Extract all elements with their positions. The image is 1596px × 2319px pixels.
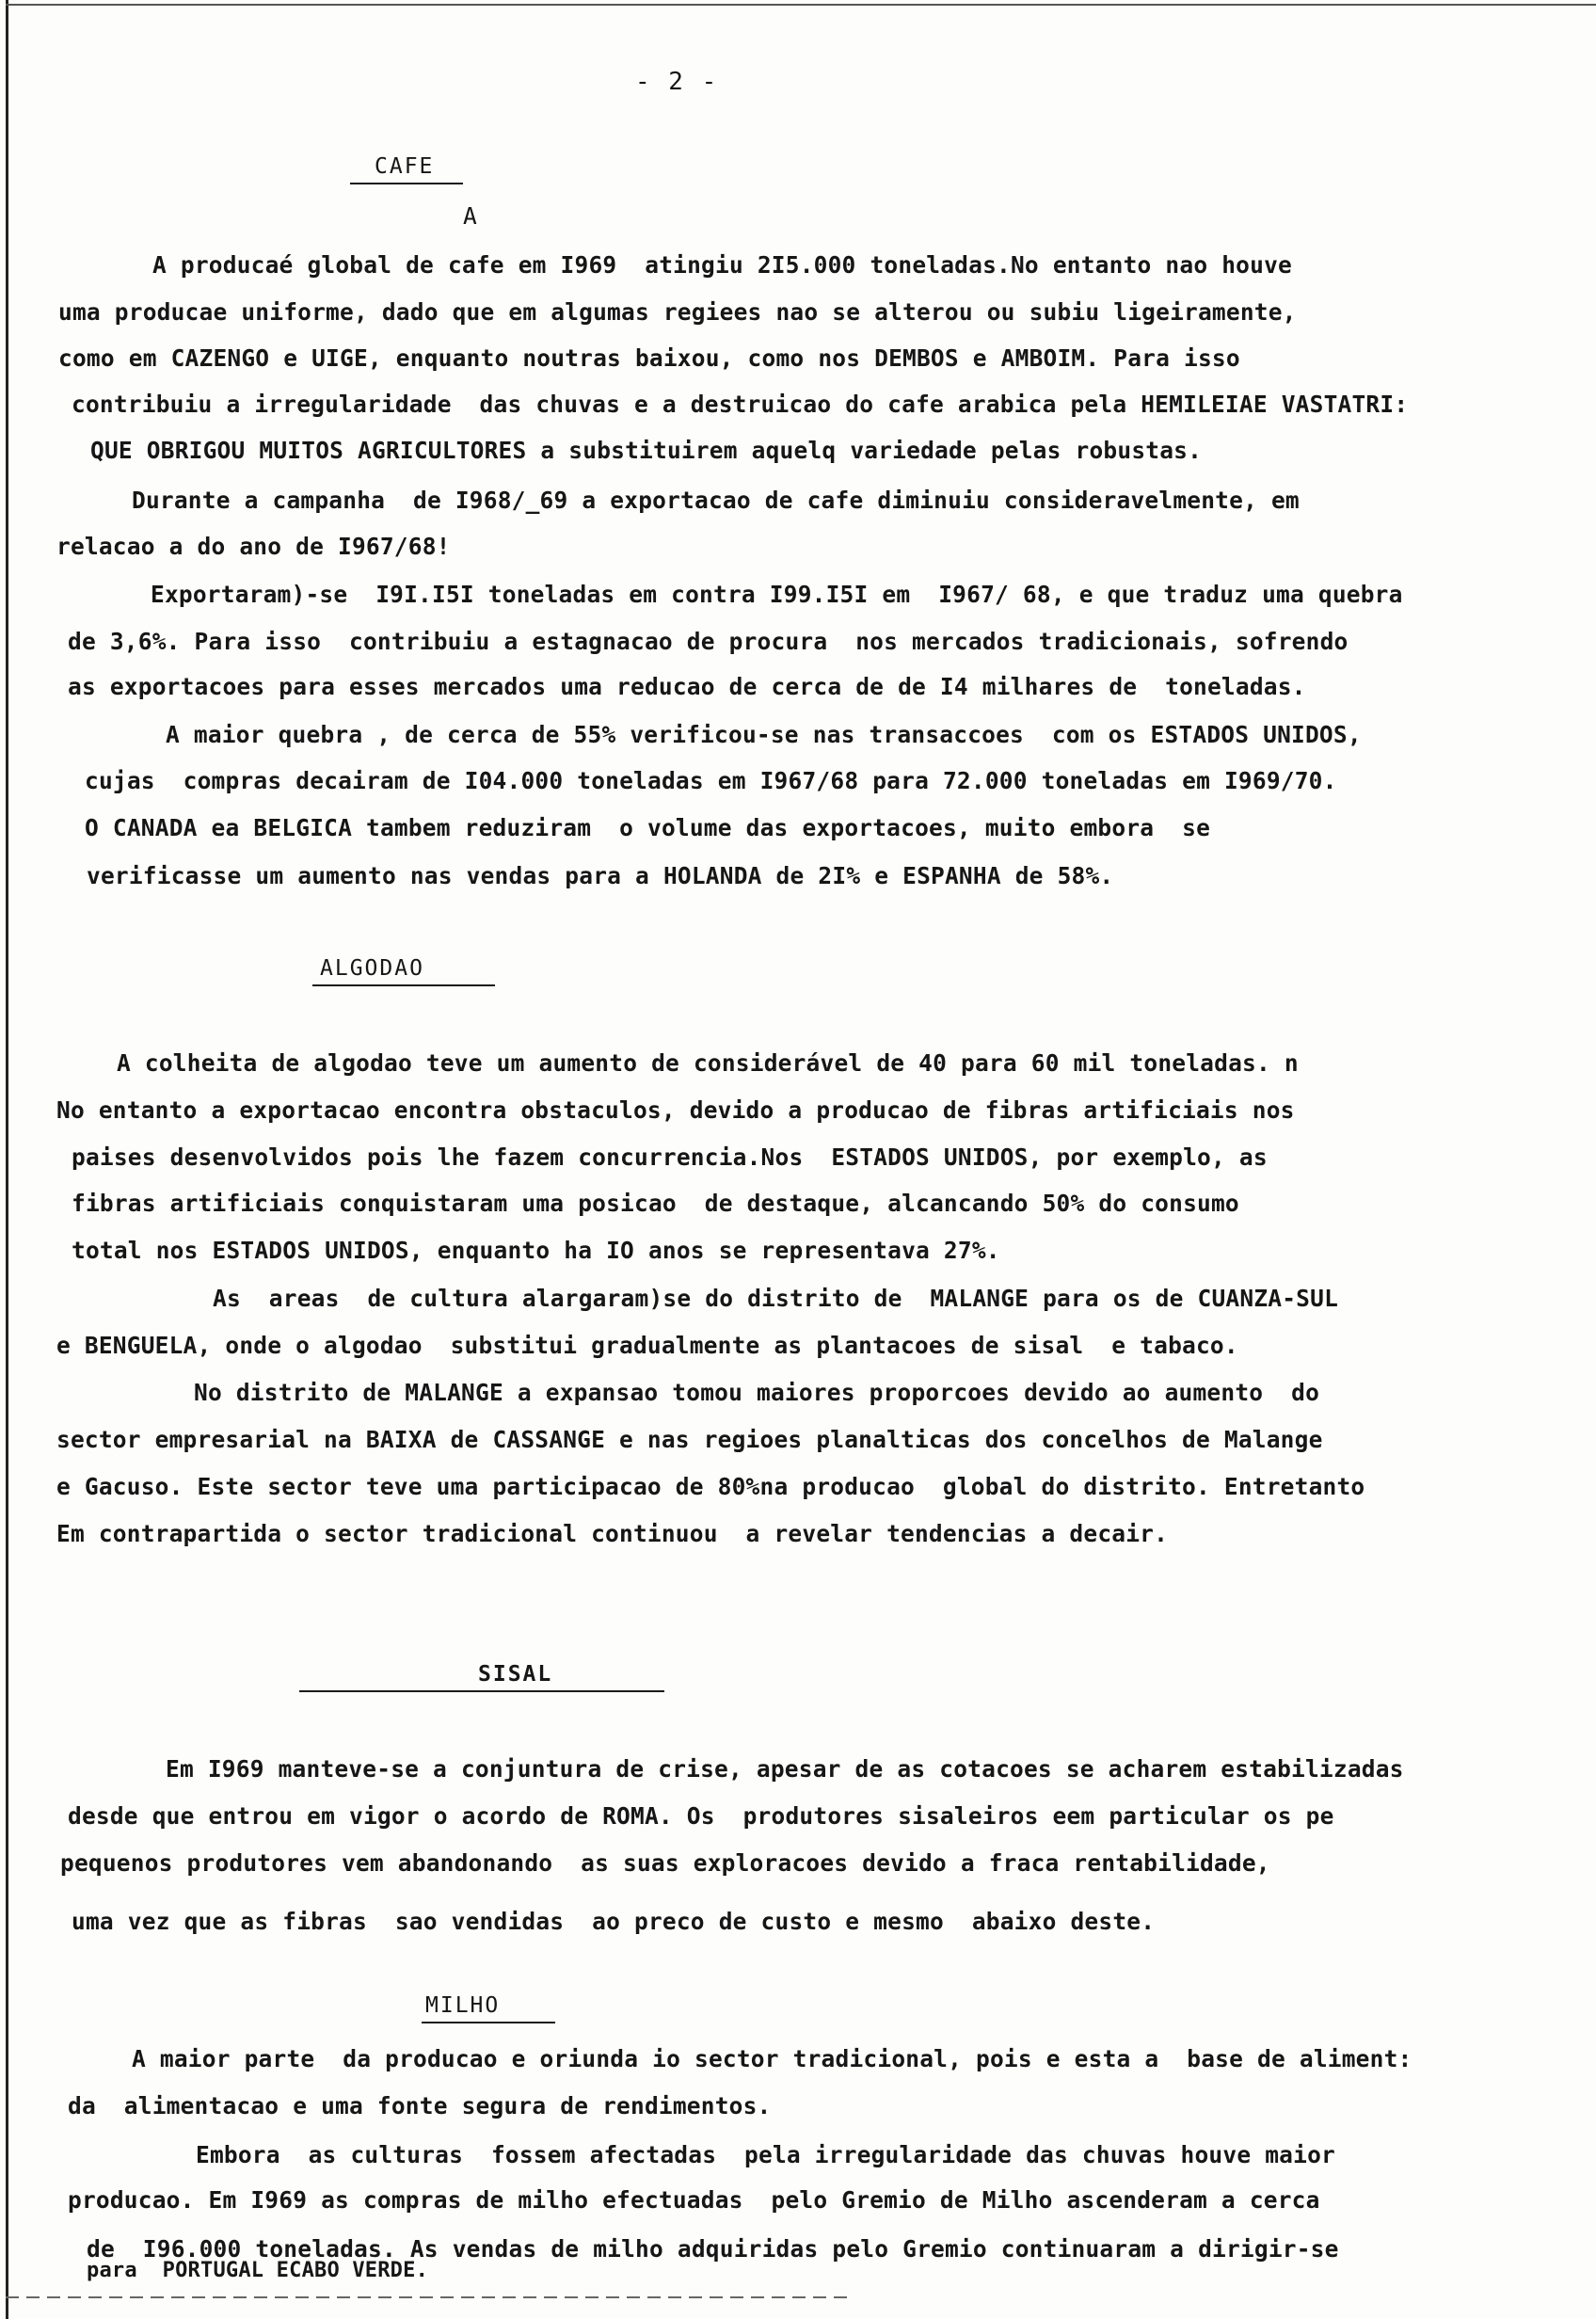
algodao-line-5: total nos ESTADOS UNIDOS, enquanto ha IO anos se representava 27%. (72, 1237, 1000, 1264)
section-title-milho: MILHO (425, 1993, 501, 2018)
milho-line-1: A maior parte da producao e oriunda io sector tradicional, pois e esta a base de aliment: (132, 2045, 1412, 2072)
page-top-edge (6, 4, 1596, 6)
milho-line-5: de I96.000 toneladas. As vendas de milho adquiridas pelo Gremio continuaram a dirigir-se (87, 2235, 1339, 2263)
cafe-line-13: O CANADA ea BELGICA tambem reduziram o volume das exportacoes, muito embora se (85, 814, 1211, 841)
cafe-line-6: Durante a campanha de I968∕_69 a exportacao de cafe diminuiu consideravelmente, em (132, 487, 1300, 514)
cafe-line-2: uma producae uniforme, dado que em algumas regiees nao se alterou ou subiu ligeiramente, (58, 298, 1297, 326)
cafe-line-5: QUE OBRIGOU MUITOS AGRICULTORES a substituirem aquelq variedade pelas robustas. (90, 437, 1203, 464)
page-number: - 2 - (635, 68, 719, 96)
milho-line-3: Embora as culturas fossem afectadas pela irregularidade das chuvas houve maior (196, 2141, 1335, 2168)
milho-line-6: para PORTUGAL ECABO VERDE. (87, 2259, 429, 2282)
section-title-cafe: CAFE (375, 154, 435, 179)
section-title-underline (350, 183, 463, 184)
cafe-line-9: de 3,6%. Para isso contribuiu a estagnacao de procura nos mercados tradicionais, sofrendo (68, 628, 1349, 655)
section-title-underline (299, 1690, 664, 1692)
page-left-edge (6, 0, 8, 2319)
cafe-line-1: A producaé global de cafe em I969 atingiu 2I5.000 toneladas.No entanto nao houve (152, 251, 1292, 279)
section-title-underline (312, 984, 495, 986)
cafe-line-14: verificasse um aumento nas vendas para a HOLANDA de 2I% e ESPANHA de 58%. (87, 862, 1114, 889)
algodao-line-11: Em contrapartida o sector tradicional continuou a revelar tendencias a decair. (56, 1520, 1169, 1547)
section-title-sisal: SISAL (478, 1662, 553, 1687)
algodao-line-9: sector empresarial na BAIXA de CASSANGE e nas regioes planalticas dos concelhos de Malange (56, 1426, 1323, 1453)
section-title-underline (422, 2022, 555, 2023)
algodao-line-10: e Gacuso. Este sector teve uma participacao de 80%na producao global do distrito. Entretanto (56, 1473, 1365, 1500)
milho-line-2: da alimentacao e uma fonte segura de rendimentos. (68, 2092, 772, 2119)
algodao-line-6: As areas de cultura alargaram)se do distrito de MALANGE para os de CUANZA-SUL (213, 1285, 1339, 1312)
milho-line-4: producao. Em I969 as compras de milho efectuadas pelo Gremio de Milho ascenderam a cerca (68, 2186, 1320, 2214)
cafe-line-11: A maior quebra , de cerca de 55% verificou-se nas transaccoes com os ESTADOS UNIDOS, (166, 721, 1362, 748)
section-title-algodao: ALGODAO (320, 956, 424, 981)
sisal-line-2: desde que entrou em vigor o acordo de ROMA. Os produtores sisaleiros eem particular os pe (68, 1802, 1334, 1830)
page-bottom-edge (6, 2296, 853, 2298)
stray-letter: A (463, 202, 477, 230)
cafe-line-4: contribuiu a irregularidade das chuvas e a destruicao do cafe arabica pela HEMILEIAE VASTATRI: (72, 391, 1409, 418)
algodao-line-8: No distrito de MALANGE a expansao tomou maiores proporcoes devido ao aumento do (194, 1379, 1320, 1406)
sisal-line-3: pequenos produtores vem abandonando as suas exploracoes devido a fraca rentabilidade, (60, 1849, 1270, 1877)
algodao-line-4: fibras artificiais conquistaram uma posicao de destaque, alcancando 50% do consumo (72, 1190, 1239, 1217)
sisal-line-1: Em I969 manteve-se a conjuntura de crise, apesar de as cotacoes se acharem estabilizadas (166, 1755, 1404, 1783)
algodao-line-3: paises desenvolvidos pois lhe fazem concurrencia.Nos ESTADOS UNIDOS, por exemplo, as (72, 1144, 1268, 1171)
cafe-line-7: relacao a do ano de I967/68! (56, 533, 451, 560)
algodao-line-7: e BENGUELA, onde o algodao substitui gradualmente as plantacoes de sisal e tabaco. (56, 1332, 1238, 1359)
cafe-line-12: cujas compras decairam de I04.000 toneladas em I967/68 para 72.000 toneladas em I969/70. (85, 767, 1337, 794)
algodao-line-1: A colheita de algodao teve um aumento de considerável de 40 para 60 mil toneladas. n (117, 1049, 1299, 1077)
cafe-line-10: as exportacoes para esses mercados uma reducao de cerca de de I4 milhares de toneladas. (68, 673, 1306, 700)
sisal-line-4: uma vez que as fibras sao vendidas ao preco de custo e mesmo abaixo deste. (72, 1908, 1156, 1935)
algodao-line-2: No entanto a exportacao encontra obstaculos, devido a producao de fibras artificiais nos (56, 1096, 1295, 1124)
cafe-line-8: Exportaram)-se I9I.I5I toneladas em contra I99.I5I em I967/ 68, e que traduz uma quebra (151, 581, 1403, 608)
cafe-line-3: como em CAZENGO e UIGE, enquanto noutras baixou, como nos DEMBOS e AMBOIM. Para isso (58, 344, 1240, 372)
